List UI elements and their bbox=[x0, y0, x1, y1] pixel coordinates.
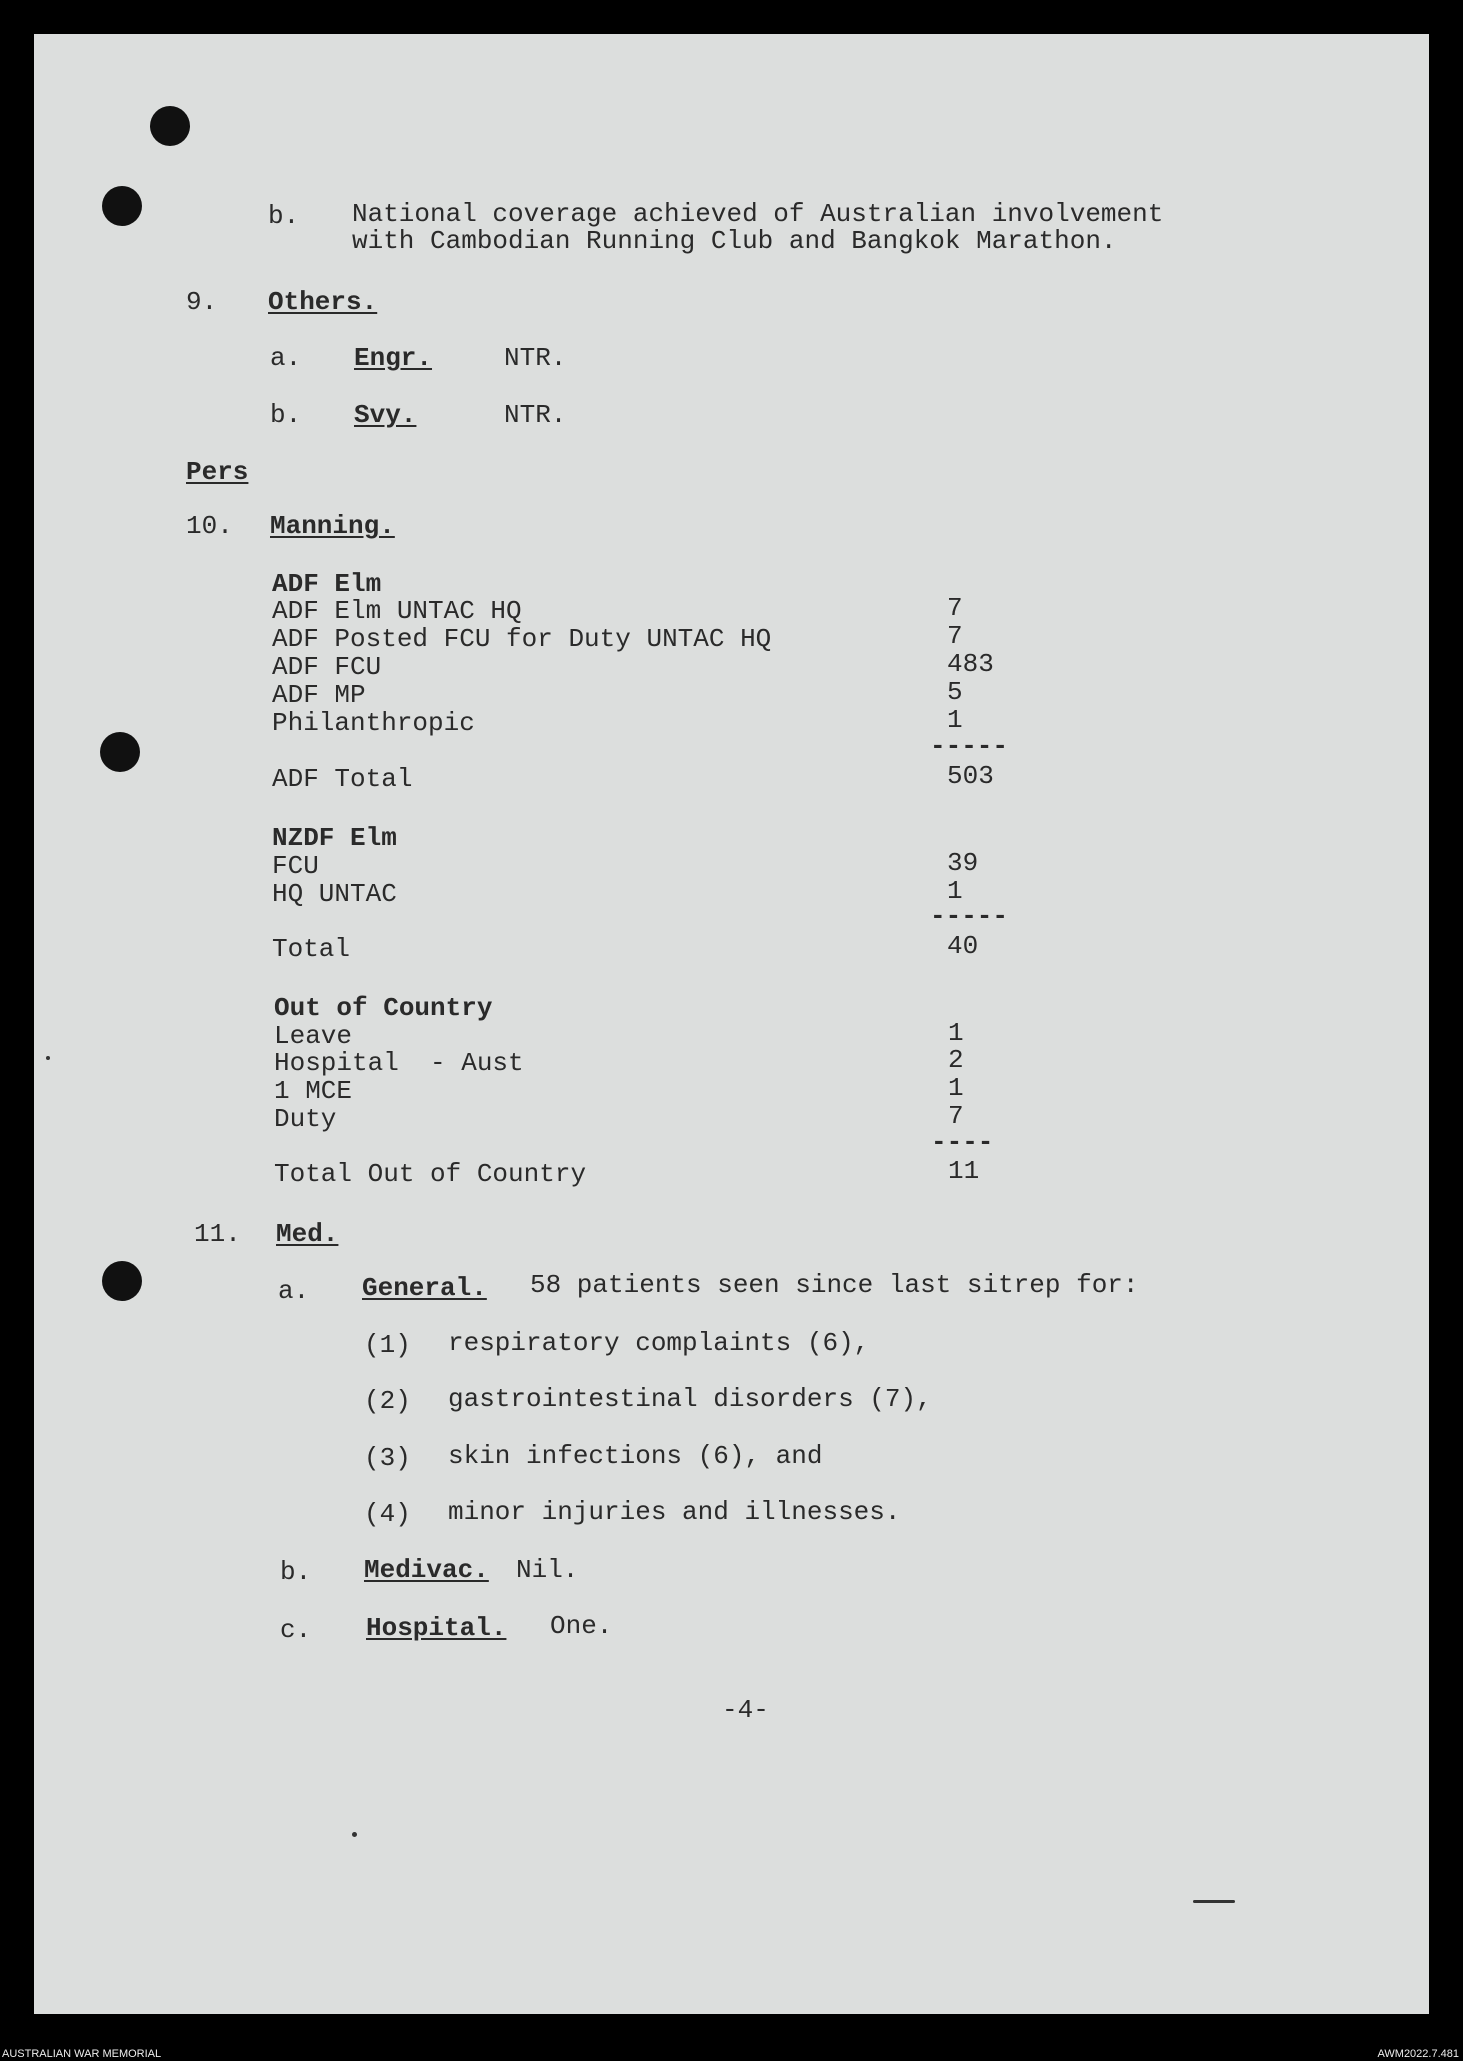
item-11b-text: Nil. bbox=[516, 1555, 579, 1585]
adf-row-label: Philanthropic bbox=[272, 708, 475, 738]
ooc-rule: ---- bbox=[931, 1127, 994, 1157]
ooc-row-value: 1 bbox=[948, 1073, 964, 1103]
punch-hole bbox=[100, 732, 140, 772]
item-8b-line2: with Cambodian Running Club and Bangkok Marathon. bbox=[352, 226, 1117, 256]
item-9b-text: NTR. bbox=[504, 400, 567, 430]
nzdf-heading: NZDF Elm bbox=[272, 823, 397, 853]
item-8b-letter: b. bbox=[268, 201, 300, 231]
ooc-row-value: 7 bbox=[948, 1101, 964, 1131]
footer-credit: AUSTRALIAN WAR MEMORIAL bbox=[2, 2048, 162, 2060]
speck bbox=[352, 1832, 357, 1837]
med-list-num: (2) bbox=[364, 1386, 411, 1416]
item-11a-letter: a. bbox=[278, 1276, 310, 1306]
ooc-row-label: Hospital - Aust bbox=[274, 1048, 524, 1078]
adf-row-value: 7 bbox=[947, 593, 963, 623]
ooc-row-label: Duty bbox=[274, 1104, 337, 1134]
med-list-num: (3) bbox=[364, 1443, 411, 1473]
speck bbox=[46, 1056, 50, 1060]
item-10-number: 10. bbox=[186, 511, 233, 541]
ooc-row-value: 1 bbox=[948, 1018, 964, 1048]
med-list-text: skin infections (6), and bbox=[448, 1441, 823, 1471]
adf-row-label: ADF MP bbox=[272, 680, 366, 710]
ooc-row-label: 1 MCE bbox=[274, 1076, 353, 1106]
item-8b-line1: National coverage achieved of Australian involvement bbox=[352, 199, 1164, 229]
adf-row-label: ADF Elm UNTAC HQ bbox=[272, 596, 522, 626]
ooc-total-value: 11 bbox=[948, 1156, 980, 1186]
adf-row-value: 5 bbox=[947, 677, 963, 707]
nzdf-row-value: 39 bbox=[947, 848, 979, 878]
nzdf-rule: ----- bbox=[930, 901, 1009, 931]
item-11c-label: Hospital. bbox=[366, 1613, 507, 1643]
adf-row-label: ADF FCU bbox=[272, 652, 382, 682]
adf-total-value: 503 bbox=[947, 761, 994, 791]
ooc-row-value: 2 bbox=[948, 1045, 964, 1075]
footer-reference: AWM2022.7.481 bbox=[1377, 2048, 1459, 2060]
item-9b-letter: b. bbox=[270, 400, 302, 430]
document-page bbox=[34, 34, 1429, 2014]
item-9b-label: Svy. bbox=[354, 400, 417, 430]
ooc-row-label: Leave bbox=[274, 1021, 353, 1051]
speck bbox=[1193, 1900, 1235, 1903]
ooc-heading: Out of Country bbox=[274, 993, 493, 1023]
adf-rule: ----- bbox=[930, 731, 1009, 761]
punch-hole bbox=[150, 106, 190, 146]
nzdf-row-label: HQ UNTAC bbox=[272, 879, 397, 909]
item-9-number: 9. bbox=[186, 287, 218, 317]
adf-row-value: 483 bbox=[947, 649, 994, 679]
adf-row-label: ADF Posted FCU for Duty UNTAC HQ bbox=[272, 624, 772, 654]
item-10-heading: Manning. bbox=[270, 511, 395, 541]
item-11-heading: Med. bbox=[276, 1219, 339, 1249]
item-11-number: 11. bbox=[194, 1219, 241, 1249]
med-list-text: respiratory complaints (6), bbox=[448, 1328, 870, 1358]
pers-heading: Pers bbox=[186, 457, 249, 487]
med-list-text: minor injuries and illnesses. bbox=[448, 1497, 901, 1527]
item-11a-text: 58 patients seen since last sitrep for: bbox=[530, 1270, 1139, 1300]
adf-heading: ADF Elm bbox=[272, 569, 382, 599]
ooc-total-label: Total Out of Country bbox=[274, 1159, 587, 1189]
item-11b-label: Medivac. bbox=[364, 1555, 489, 1585]
page-number: -4- bbox=[722, 1695, 769, 1725]
adf-total-label: ADF Total bbox=[272, 764, 413, 794]
item-11c-text: One. bbox=[550, 1611, 613, 1641]
punch-hole bbox=[102, 186, 142, 226]
item-9-heading: Others. bbox=[268, 287, 378, 317]
item-9a-label: Engr. bbox=[354, 343, 433, 373]
nzdf-total-value: 40 bbox=[947, 931, 979, 961]
med-list-num: (4) bbox=[364, 1499, 411, 1529]
item-11b-letter: b. bbox=[280, 1557, 312, 1587]
med-list-text: gastrointestinal disorders (7), bbox=[448, 1384, 932, 1414]
item-9a-letter: a. bbox=[270, 343, 302, 373]
med-list-num: (1) bbox=[364, 1330, 411, 1360]
adf-row-value: 7 bbox=[947, 621, 963, 651]
nzdf-row-label: FCU bbox=[272, 851, 319, 881]
nzdf-total-label: Total bbox=[272, 934, 351, 964]
punch-hole bbox=[102, 1261, 142, 1301]
item-11a-label: General. bbox=[362, 1273, 487, 1303]
nzdf-row-value: 1 bbox=[947, 876, 963, 906]
item-11c-letter: c. bbox=[280, 1615, 312, 1645]
adf-row-value: 1 bbox=[947, 705, 963, 735]
item-9a-text: NTR. bbox=[504, 343, 567, 373]
